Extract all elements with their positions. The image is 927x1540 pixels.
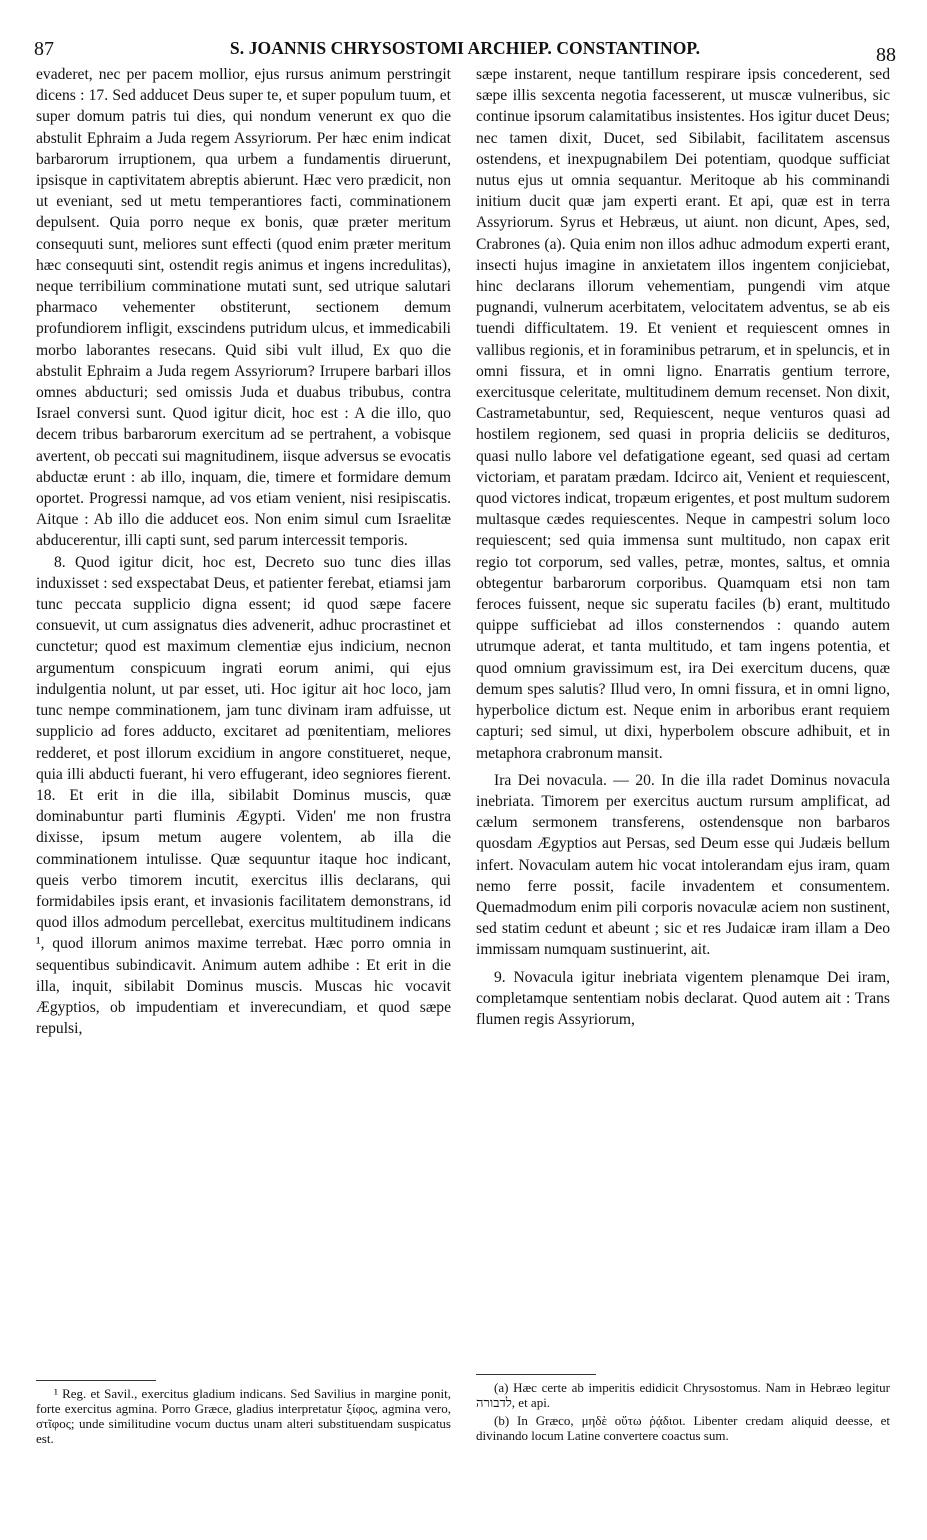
footnotes-right xyxy=(476,1380,890,1446)
right-paragraph-1: sæpe instarent, neque tantillum respirare ipsis concederent, sed sæpe illis sexcenta negotia facesserent, ut muscæ vulneribus, sic continue ipsorum calamitatibus insistentes. Hos igitur ducet Deus; nec tamen dixit, Ducet, sed Sibilabit, facilitatem ascensus ostendens, et inexpugnabilem Dei potentiam, quodque sufficiat nutus ejus ut omnia sequantur. Meritoque ab his comminandi initium ducit quæ jam experti erant. Et api, quæ est in terra Assyriorum. Syrus et Hebræus, ut aiunt. non dicunt, Apes, sed, Crabrones (a). Quia enim non illos adhuc admodum experti erant, insecti hujus imagine in anxietatem illos ingentem conjiciebat, hinc declarans illorum vehementiam, pungendi vim atque pugnandi, vulnerum acerbitatem, velocitatem adventus, se ab eis tuendi difficultatem. 19. Et venient et requiescent omnes in vallibus regionis, et in foraminibus petrarum, et in speluncis, et in omni fissura, et in omni ligno. Enarratis gentium terrore, exercitusque celeritate, multitudinem demum recenset. Non dixit, Castrametabuntur, sed, Requiescent, neque venturos quasi ad hostilem regionem, sed quasi in propria deliciis se dedituros, quasi nullo labore vel defatigatione egeant, sed quasi ad certam victoriam, et paratam prædam. Idcirco ait, Venient et requiescent, quod victores indicat, tropæum erigentes, et post multum sudorem multasque cædes requiescentes. Neque in campestri solum loco requiescent; sed quia immensa sunt multitudo, non capax erit regio tot corporum, sed valles, petræ, montes, saltus, et omnia obtegentur barbarorum corporibus. Quamquam etsi non tam feroces fuissent, neque sic superatu faciles (b) erant, multitudo quippe sufficiebat ad illos consternendos : quando autem utrumque aderat, et tanta multitudo, et tam ingens potentia, et quod omnium gravissimum est, ira Dei exercitum ducens, quæ demum spes salutis? Illud vero, In omni fissura, et in omni ligno, hyperbolice dictum est. Neque enim in arboribus erant requiem capturi; sed simul, ut dixi, hyperbolem obscure adhibuit, et in metaphora crabronum mansit. xyxy=(476,66,890,762)
running-title: S. JOANNIS CHRYSOSTOMI ARCHIEP. CONSTANTINOP. xyxy=(229,38,701,58)
footnote-b: (b) In Græco, μηδὲ οὕτω ῥᾴδιοι. Libenter credam aliquid deesse, et divinando locum Latine convertere coactus sum. xyxy=(476,1413,890,1443)
page-number-right: 88 xyxy=(876,44,896,66)
footnote-divider-right xyxy=(476,1374,596,1375)
page-header xyxy=(34,38,896,66)
right-paragraph-3: 9. Novacula igitur inebriata vigentem plenamque Dei iram, completamque sententiam nobis declarat. Quod autem ait : Trans flumen regis Assyriorum, xyxy=(476,968,890,1028)
right-column xyxy=(476,64,890,1030)
footnote-1: ¹ Reg. et Savil., exercitus gladium indicans. Sed Savilius in margine ponit, forte exercitus agmina. Porro Græce, gladius interpretatur ξίφος, agmina vero, στῖφος; unde similitudine vocum ductus unam alteri substituendam suspicatus est. xyxy=(36,1386,451,1446)
page-number-left: 87 xyxy=(34,38,54,60)
left-paragraph-1: evaderet, nec per pacem mollior, ejus rursus animum perstringit dicens : 17. Sed adducet Deus super te, et super populum tuum, et super domum patris tui dies, qui nondum venerunt ex quo die abstulit Ephraim a Juda regem Assyriorum. Per hæc enim indicat barbarorum irruptionem, qua urbem a fundamentis diruerunt, ipsisque in captivitatem abreptis abierunt. Hæc vero prædicit, non ut eveniant, sed ut metu temperantiores facti, comminationem depulsent. Quia porro neque ex bonis, quæ præter meritum consequuti sunt, meliores sunt effecti (quod enim præter meritum hæc consequuti sint, ostendit regis animus et ingens incredulitas), neque terribilium comminatione mutati sunt, sed utrique salutari pharmaco vehementer obstiterunt, sectionem demum profundiorem infligit, exscindens putridum ulcus, et immedicabili morbo laborantes resecans. Quid sibi vult illud, Ex quo die abstulit Ephraim a Juda regem Assyriorum? Irrupere barbari illos omnes abducturi; sed omissis Juda et duabus tribubus, contra Israel conversi sunt. Quod igitur dicit, hoc est : A die illo, quo decem tribus barbarorum exercitum ad se pertrahent, a vobisque avertent, ob peccati sui magnitudinem, iisque adversus se evocatis abductæ erunt : ab illo, inquam, die, timere et formidare demum oportet. Progressi namque, ad vos etiam venient, nisi resipiscatis. Aitque : Ab illo die adducet eos. Non enim simul cum Israelitæ abducerentur, illi capti sunt, sed parum intercessit temporis. xyxy=(36,66,451,550)
left-paragraph-2: 8. Quod igitur dicit, hoc est, Decreto suo tunc dies illas induxisset : sed exspectabat Deus, et patienter ferebat, etiamsi jam tunc peccata supplicio digna essent; id quod sæpe facere consuevit, ut cum assignatus dies advenerit, adhuc procrastinet et cunctetur; quod est maximum clementiæ ejus indicium, necnon argumentum conspicuum ingrati eorum animi, qui ejus indulgentia nolunt, ut par esset, uti. Hoc igitur ait hoc loco, jam tunc nempe comminationem, jam tunc divinam iram adfuisse, ut supplicio ad fores adducto, excitaret ad pœnitentiam, meliores redderet, et post illorum excidium in angore constitueret, neque, quia illi abducti fuerant, hi vero effugerant, ideo segniores fierent. 18. Et erit in die illa, sibilabit Dominus muscis, quæ dominabuntur parti fluminis Ægypti. Viden' me non frustra dixisse, ipsum metum augere volentem, ab illa die comminationem intulisse. Quæ sequuntur itaque hoc indicant, queis verbo timorem incutit, exercitus illis declarans, qui formidabiles ipsis erant, et invasionis facilitatem demonstrans, id quod illos admodum percellebat, exercitus multitudinem indicans ¹, quod illorum animos maxime terrebat. Hæc porro omnia in sequentibus subindicavit. Animum autem adhibe : Et erit in die illa, inquit, sibilabit Dominus muscis. Muscas hic vocavit Ægyptios, ob impudentiam et inverecundiam, et quod sæpe repulsi, xyxy=(36,553,451,1038)
right-paragraph-2: Ira Dei novacula. — 20. In die illa radet Dominus novacula inebriata. Timorem per exercitus auctum rursum amplificat, ad cælum sermonem transferens, ostendensque non barbaros quosdam Ægyptios aut Persas, sed Deum esse qui Judæis bellum infert. Novaculam autem hic vocat intolerandam ejus iram, quam nemo ferre possit, facile invadentem et consumentem. Quemadmodum enim pili corporis novaculæ aciem non sustinent, sed statim cedunt et abeunt ; sic et res Judaicæ iram illam a Deo immissam numquam sustinuerint, ait. xyxy=(476,771,890,959)
footnote-divider-left xyxy=(36,1380,156,1381)
left-column xyxy=(36,64,451,1039)
footnote-a: (a) Hæc certe ab imperitis edidicit Chrysostomus. Nam in Hebræo legitur לדבורה, et api. xyxy=(476,1380,890,1410)
footnotes-left xyxy=(36,1386,451,1446)
